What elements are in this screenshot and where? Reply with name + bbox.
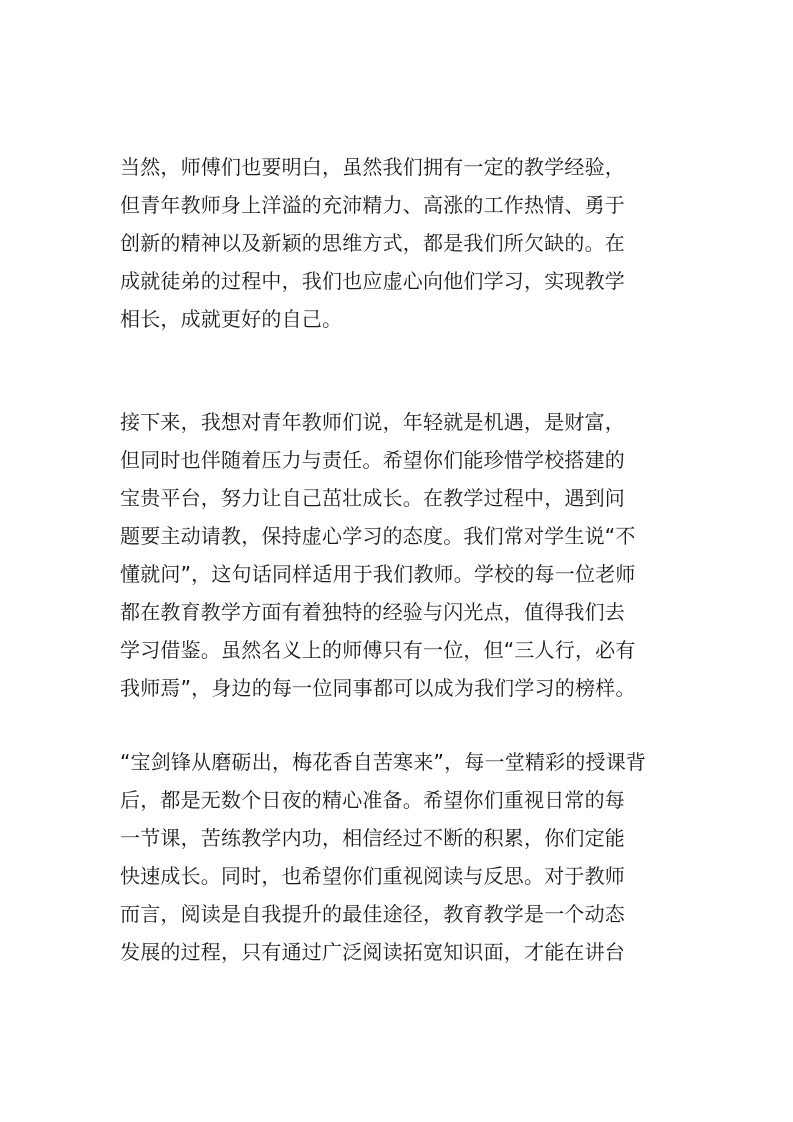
paragraph-line: “宝剑锋从磨砺出，梅花香自苦寒来”，每一堂精彩的授课背 xyxy=(120,750,647,774)
paragraph-line: 我师焉”，身边的每一位同事都可以成为我们学习的榜样。 xyxy=(120,676,636,700)
paragraph-2 xyxy=(120,403,680,707)
paragraph-line: 而言，阅读是自我提升的最佳途径，教育教学是一个动态 xyxy=(120,902,625,926)
paragraph-line: 当然，师傅们也要明白，虽然我们拥有一定的教学经验， xyxy=(120,155,625,179)
paragraph-line: 懂就问”，这句话同样适用于我们教师。学校的每一位老师 xyxy=(120,562,636,586)
paragraph-line: 都在教育教学方面有着独特的经验与闪光点，值得我们去 xyxy=(120,600,625,624)
paragraph-line: 接下来，我想对青年教师们说，年轻就是机遇，是财富， xyxy=(120,410,625,434)
paragraph-line: 但青年教师身上洋溢的充沛精力、高涨的工作热情、勇于 xyxy=(120,193,625,217)
paragraph-line: 宝贵平台，努力让自己茁壮成长。在教学过程中，遇到问 xyxy=(120,486,625,510)
paragraph-line: 快速成长。同时，也希望你们重视阅读与反思。对于教师 xyxy=(120,864,625,888)
paragraph-line: 成就徒弟的过程中，我们也应虚心向他们学习，实现教学 xyxy=(120,269,625,293)
paragraph-line: 发展的过程，只有通过广泛阅读拓宽知识面，才能在讲台 xyxy=(120,940,625,964)
paragraph-line: 但同时也伴随着压力与责任。希望你们能珍惜学校搭建的 xyxy=(120,448,625,472)
paragraph-3 xyxy=(120,743,680,971)
paragraph-1 xyxy=(120,148,680,338)
paragraph-line: 学习借鉴。虽然名义上的师傅只有一位，但“三人行，必有 xyxy=(120,638,636,662)
paragraph-line: 题要主动请教，保持虚心学习的态度。我们常对学生说“不 xyxy=(120,524,636,548)
paragraph-line: 一节课，苦练教学内功，相信经过不断的积累，你们定能 xyxy=(120,826,625,850)
paragraph-line: 后，都是无数个日夜的精心准备。希望你们重视日常的每 xyxy=(120,788,625,812)
paragraph-line: 创新的精神以及新颖的思维方式，都是我们所欠缺的。在 xyxy=(120,231,625,255)
paragraph-line: 相长，成就更好的自己。 xyxy=(120,307,343,331)
